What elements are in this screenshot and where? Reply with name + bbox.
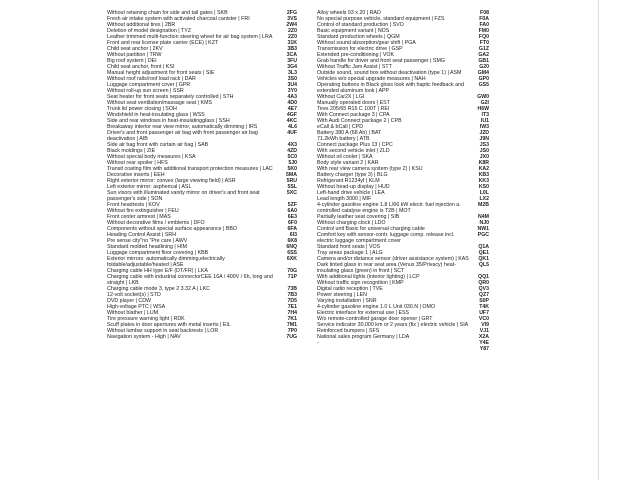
equipment-code: 70G: [287, 268, 297, 274]
equipment-list-left: [107, 10, 297, 340]
equipment-code: FQ0: [478, 34, 489, 40]
equipment-description: With second vehicle inlet | ZLD: [317, 148, 390, 154]
equipment-description: Standard production wheels | QGM: [317, 34, 400, 40]
equipment-code: 6F0: [288, 220, 297, 226]
equipment-code: 4UF: [287, 130, 297, 136]
equipment-description: Front and rear license plate carrier (ECE) | KZT: [107, 40, 219, 46]
equipment-code: S0P: [479, 298, 489, 304]
equipment-row: [107, 256, 297, 268]
equipment-code: VC0: [478, 316, 489, 322]
equipment-code: F08: [480, 10, 489, 16]
equipment-description: Manually operated doors | EST: [317, 100, 390, 106]
equipment-code: 3U4: [287, 82, 297, 88]
equipment-description: Luggage compartment cover | GPR: [107, 82, 191, 88]
equipment-description: Lead length 3000 | MIF: [317, 196, 372, 202]
equipment-description: Without retaining chain for side and tail gates | SKB: [107, 10, 228, 16]
equipment-description: Without charging clock | LDO: [317, 220, 386, 226]
equipment-code: 4KC: [286, 118, 297, 124]
equipment-code: 5XC: [286, 190, 297, 196]
equipment-code: G2I: [480, 100, 489, 106]
equipment-description: Standard molded headlining | HIM: [107, 244, 187, 250]
equipment-description: Seat heater for front seats separately controlled | STH: [107, 94, 234, 100]
equipment-code: JX0: [479, 154, 489, 160]
equipment-code: 4L6: [288, 124, 297, 130]
equipment-description: 4-cylinder gasoline engine 1.8 L/66 kW electr. fuel injection a. controlled catalyse engine is T2B | MOT: [317, 202, 461, 214]
page-edge-divider: [598, 0, 599, 480]
equipment-description: Partially leather seat covering | SIB: [317, 214, 400, 220]
equipment-description: Comfort key with sensor-contr. luggage comp. release incl. electric luggage compartment cover: [317, 232, 455, 244]
equipment-description: Without seat ventilation/massage seat | KMS: [107, 100, 213, 106]
equipment-description: Without lumbar support in seat backrests | LOR: [107, 328, 219, 334]
equipment-description: Front center armrest | MAS: [107, 214, 171, 220]
equipment-description: Body style variant 2 | KAR: [317, 160, 379, 166]
equipment-description: National sales program Germany | LDA: [317, 334, 410, 340]
equipment-code: 4E7: [287, 106, 297, 112]
equipment-code: KS0: [478, 184, 489, 190]
equipment-description: With Audi Connect package 2 | CPB: [317, 118, 402, 124]
equipment-description: Control of standard production | SVO: [317, 22, 404, 28]
equipment-code: Q1A: [478, 244, 489, 250]
equipment-description: Exterior mirrors: automatically dimming,electrically foldable/adjustable/heated | ASE: [107, 256, 225, 268]
equipment-row: [317, 346, 489, 352]
equipment-code: QL5: [478, 262, 489, 268]
equipment-code: QE1: [478, 250, 489, 256]
equipment-description: Tires 205/65 R15 C 100T | REI: [317, 106, 390, 112]
equipment-row: [317, 202, 489, 214]
equipment-description: Windshield in heat-insulating glass | WSS: [107, 112, 205, 118]
equipment-code: 5J0: [288, 160, 297, 166]
equipment-description: Decorative inserts | EEH: [107, 172, 165, 178]
equipment-description: Without Car2X | LGI: [317, 94, 365, 100]
equipment-row: [107, 334, 297, 340]
equipment-description: Without additional tires | 2BR: [107, 22, 176, 28]
equipment-code: 7H4: [287, 310, 297, 316]
equipment-code: 7K1: [287, 316, 297, 322]
equipment-description: Varying installation | SNR: [317, 298, 377, 304]
equipment-description: Power steering | LEN: [317, 292, 367, 298]
equipment-description: 4-cylinder gasoline engine 1.0 L Unit 030.N | OMO: [317, 304, 436, 310]
equipment-code: 6NQ: [286, 244, 297, 250]
equipment-description: Black moldings | ZIE: [107, 148, 156, 154]
equipment-description: Big roof system | DEI: [107, 58, 157, 64]
equipment-code: N4M: [478, 214, 489, 220]
equipment-code: JS3: [479, 142, 489, 148]
equipment-code: 6K8: [287, 238, 297, 244]
equipment-description: Without rear spoiler | HFS: [107, 160, 168, 166]
equipment-description: With rear view camera system (type 2) | KSU: [317, 166, 423, 172]
equipment-code: 3FU: [287, 58, 297, 64]
equipment-description: Child seat anchor | 2KV: [107, 46, 163, 52]
equipment-description: eCall & bCall | CPD: [317, 124, 364, 130]
equipment-code: 2Z0: [288, 28, 297, 34]
equipment-description: Without roof rails/roof load rack | DAR: [107, 76, 196, 82]
equipment-description: 12-volt socket(s) | STD: [107, 292, 161, 298]
equipment-code: GB1: [478, 58, 489, 64]
equipment-description: Basic equipment variant | NOS: [317, 28, 390, 34]
equipment-description: Tray areas package 1 | ALG: [317, 250, 383, 256]
equipment-row: [317, 232, 489, 244]
equipment-description: Digital radio reception | TVE: [317, 286, 383, 292]
equipment-code: Y87: [479, 346, 489, 352]
equipment-code: 4A3: [287, 94, 297, 100]
equipment-description: Reinforced bumpers | SFS: [317, 328, 380, 334]
equipment-description: Side air bag front with curtain air bag | SAB: [107, 142, 209, 148]
equipment-description: Without traffic sign recognition | KMP: [317, 280, 404, 286]
equipment-code: X2A: [478, 334, 489, 340]
equipment-description: Electric interface for external use | ESS: [317, 310, 410, 316]
equipment-code: QZ7: [478, 292, 489, 298]
equipment-code: 7D5: [287, 298, 297, 304]
equipment-code: NW1: [477, 226, 489, 232]
equipment-code: G1Z: [478, 46, 489, 52]
equipment-code: G20: [479, 64, 489, 70]
equipment-code: FT0: [479, 40, 489, 46]
equipment-code: Y4E: [479, 340, 489, 346]
equipment-description: Battery 380 A (68 Ah) | BAT: [317, 130, 382, 136]
equipment-code: QV3: [478, 286, 489, 292]
equipment-code: 6A0: [287, 208, 297, 214]
equipment-code: T4K: [479, 304, 489, 310]
equipment-code: QK1: [478, 256, 489, 262]
equipment-description: Control unit Basic for universal charging cable: [317, 226, 425, 232]
equipment-code: GM4: [477, 70, 489, 76]
equipment-description: Without sound absorption/gear shift | PGA: [317, 40, 416, 46]
equipment-code: 7E1: [287, 304, 297, 310]
equipment-description: Breakaway interior rear view mirror, automatically dimming | IRS: [107, 124, 258, 130]
equipment-code: 7UG: [286, 334, 297, 340]
equipment-description: Without partition | TRW: [107, 52, 162, 58]
equipment-code: 4D0: [287, 100, 297, 106]
equipment-code: 5RU: [286, 178, 297, 184]
equipment-description: Sun visors with illuminated vanity mirror on driver's and front seat passenger's side | SON: [107, 190, 260, 202]
equipment-description: Without special body measures | KSA: [107, 154, 196, 160]
equipment-code: GS5: [478, 82, 489, 88]
equipment-description: High-voltage PTC | WSA: [107, 304, 166, 310]
equipment-description: Alloy wheels 93 x 20 | RAD: [317, 10, 381, 16]
equipment-code: VI9: [481, 322, 489, 328]
equipment-code: 6SS: [287, 250, 297, 256]
equipment-code: 3G4: [287, 64, 297, 70]
equipment-code: 4ZD: [287, 148, 297, 154]
equipment-description: Luggage compartment floor covering | KBB: [107, 250, 209, 256]
equipment-description: Without roll-up sun screen | SSR: [107, 88, 184, 94]
equipment-description: Fresh air intake system with activated charcoal canister | FRI: [107, 16, 250, 22]
equipment-code: IW3: [479, 124, 489, 130]
equipment-row: [317, 340, 489, 346]
equipment-code-sheet: [107, 10, 487, 480]
equipment-code: J9N: [479, 136, 489, 142]
equipment-description: No special purpose vehicle, standard equipment | FZS: [317, 16, 445, 22]
equipment-code: 5SL: [287, 184, 297, 190]
equipment-description: Charging cable HH type E/F (DT/FR) | LKA: [107, 268, 208, 274]
equipment-code: KK3: [478, 178, 489, 184]
equipment-description: Standard front seats | VOS: [317, 244, 381, 250]
equipment-description: -: [317, 340, 319, 346]
equipment-description: Battery charger (type 3) | BLG: [317, 172, 388, 178]
equipment-description: Camera and/or distance sensor (driver assistance system) | KAS: [317, 256, 469, 262]
equipment-description: Without fire extinguisher | FEU: [107, 208, 179, 214]
equipment-description: Connect package Plus 13 | CPC: [317, 142, 393, 148]
equipment-code: 6FA: [287, 226, 297, 232]
equipment-row: [107, 274, 297, 286]
equipment-row: [107, 130, 297, 142]
equipment-code: 31K: [287, 40, 297, 46]
equipment-description: Driver's and front passenger air bag with front passenger air bag deactivation | AIB: [107, 130, 258, 142]
equipment-code: 3B3: [287, 46, 297, 52]
equipment-description: Outside sound, sound box without deactivation (type 1) | ASM: [317, 70, 462, 76]
equipment-code: FA0: [479, 22, 489, 28]
equipment-row: [107, 190, 297, 202]
equipment-code: QR0: [478, 280, 489, 286]
equipment-code: 5MA: [286, 172, 297, 178]
equipment-code: GW0: [477, 94, 489, 100]
equipment-description: Navigation system - High | NAV: [107, 334, 181, 340]
equipment-description: Deletion of model designation | TYZ: [107, 28, 192, 34]
equipment-description: Left exterior mirror: aspherical | ASL: [107, 184, 192, 190]
equipment-description: Without head-up display | HUD: [317, 184, 390, 190]
equipment-description: Right exterior mirror: convex (large viewing field) | ASR: [107, 178, 236, 184]
equipment-code: 5C0: [287, 154, 297, 160]
equipment-row: [317, 262, 489, 274]
equipment-description: Dark tinted glass in rear seat area (Venus 35/Privacy) heat-insulating glass (green) in front | SCT: [317, 262, 456, 274]
equipment-description: Front headrests | KOV: [107, 202, 160, 208]
equipment-description: DVD player | CDW: [107, 298, 152, 304]
equipment-code: 7M1: [286, 322, 297, 328]
equipment-code: 7P0: [287, 328, 297, 334]
equipment-description: Grab handle for driver and front seat passenger | SMG: [317, 58, 445, 64]
equipment-code: 5ZF: [287, 202, 297, 208]
equipment-code: J2D: [479, 130, 489, 136]
equipment-description: Trunk lid power closing | SOH: [107, 106, 177, 112]
equipment-code: 3L3: [288, 70, 297, 76]
equipment-code: K8R: [478, 160, 489, 166]
equipment-code: 4GF: [286, 112, 297, 118]
equipment-description: Side and rear windows in heat-insulatingglass | SSH: [107, 118, 230, 124]
equipment-code: QQ1: [478, 274, 489, 280]
equipment-code: 7B3: [287, 292, 297, 298]
equipment-code: 6I3: [289, 232, 297, 238]
equipment-code: IU1: [480, 118, 489, 124]
equipment-code: 3VS: [287, 16, 297, 22]
equipment-code: PGC: [477, 232, 489, 238]
equipment-row: [317, 82, 489, 94]
equipment-code: GP0: [478, 76, 489, 82]
equipment-description: Without blather | LUM: [107, 310, 159, 316]
equipment-code: 6XK: [286, 256, 297, 262]
equipment-code: IT3: [481, 112, 489, 118]
equipment-description: Components without special surface appearance | BBO: [107, 226, 238, 232]
equipment-description: Transmission for electric drive | GSP: [317, 46, 403, 52]
equipment-description: Operating buttons in Black gloss look with haptic feedback and extended aluminum look | APP: [317, 82, 464, 94]
equipment-code: GA2: [478, 52, 489, 58]
equipment-code: 3CA: [286, 52, 297, 58]
equipment-code: 2Z0: [288, 34, 297, 40]
equipment-description: Pre sense city"no "Pre care | AWV: [107, 238, 188, 244]
equipment-code: NJ0: [479, 220, 489, 226]
equipment-code: 3Y0: [287, 88, 297, 94]
equipment-description: Without oil cooler | SKA: [317, 154, 373, 160]
equipment-description: Left-hand drive vehicle | LEA: [317, 190, 385, 196]
equipment-description: With Connect package 3 | CPA: [317, 112, 390, 118]
equipment-code: LX2: [479, 196, 489, 202]
equipment-description: Child seat anchor, front | KSI: [107, 64, 175, 70]
equipment-description: Charging cable with industrial connectorCEE 16A / 400V / 6h, long and straight | LKB: [107, 274, 273, 286]
equipment-description: With additional lights (interior lighting) | LCP: [317, 274, 420, 280]
equipment-code: VJ1: [479, 328, 489, 334]
equipment-code: 2FG: [286, 10, 297, 16]
equipment-description: Transit coating film with additional transport protection measures | LAC: [107, 166, 273, 172]
equipment-code: F0A: [479, 16, 489, 22]
equipment-code: 71P: [287, 274, 297, 280]
equipment-description: Extended pre-conditioning | VOK: [317, 52, 395, 58]
equipment-description: Refrigerant R1234yf | KLM: [317, 178, 380, 184]
equipment-description: Charging cable mode 3, type 2 3.32 A | LKC: [107, 286, 210, 292]
equipment-code: UF7: [479, 310, 489, 316]
equipment-description: Without decorative films / emblems | DFO: [107, 220, 205, 226]
equipment-list-right: [317, 10, 489, 352]
equipment-code: L0L: [479, 190, 489, 196]
equipment-description: Without Traffic Jam Assist | STT: [317, 64, 392, 70]
equipment-description: Service indicator 30,000 km or 2 years (fix ) electric vehicle | SIA: [317, 322, 469, 328]
equipment-description: Manual height adjustment for front seats | SIE: [107, 70, 215, 76]
equipment-code: 2W4: [286, 22, 297, 28]
equipment-code: 5K0: [287, 166, 297, 172]
equipment-code: 6E3: [287, 214, 297, 220]
equipment-code: KB3: [478, 172, 489, 178]
equipment-description: 71.2kWh battery | ATB: [317, 136, 370, 142]
equipment-code: FM0: [478, 28, 489, 34]
equipment-description: Tire pressure warning light | RDK: [107, 316, 185, 322]
equipment-description: Leather trimmed multi-function steering wheel for air bag system | LRA: [107, 34, 273, 40]
equipment-description: W/o remote-controlled garage door opener | GRT: [317, 316, 433, 322]
equipment-description: Vehicles w/o special upgrade measures | NAH: [317, 76, 426, 82]
equipment-code: 3S0: [287, 76, 297, 82]
equipment-description: Scuff plates in door apertures with metal inserts | EIL: [107, 322, 231, 328]
equipment-code: M2B: [478, 202, 489, 208]
equipment-code: JS0: [479, 148, 489, 154]
equipment-code: H6W: [477, 106, 489, 112]
equipment-code: KA2: [478, 166, 489, 172]
equipment-code: 4X3: [287, 142, 297, 148]
equipment-description: Heading Control Assist | SRH: [107, 232, 177, 238]
equipment-code: 73B: [287, 286, 297, 292]
